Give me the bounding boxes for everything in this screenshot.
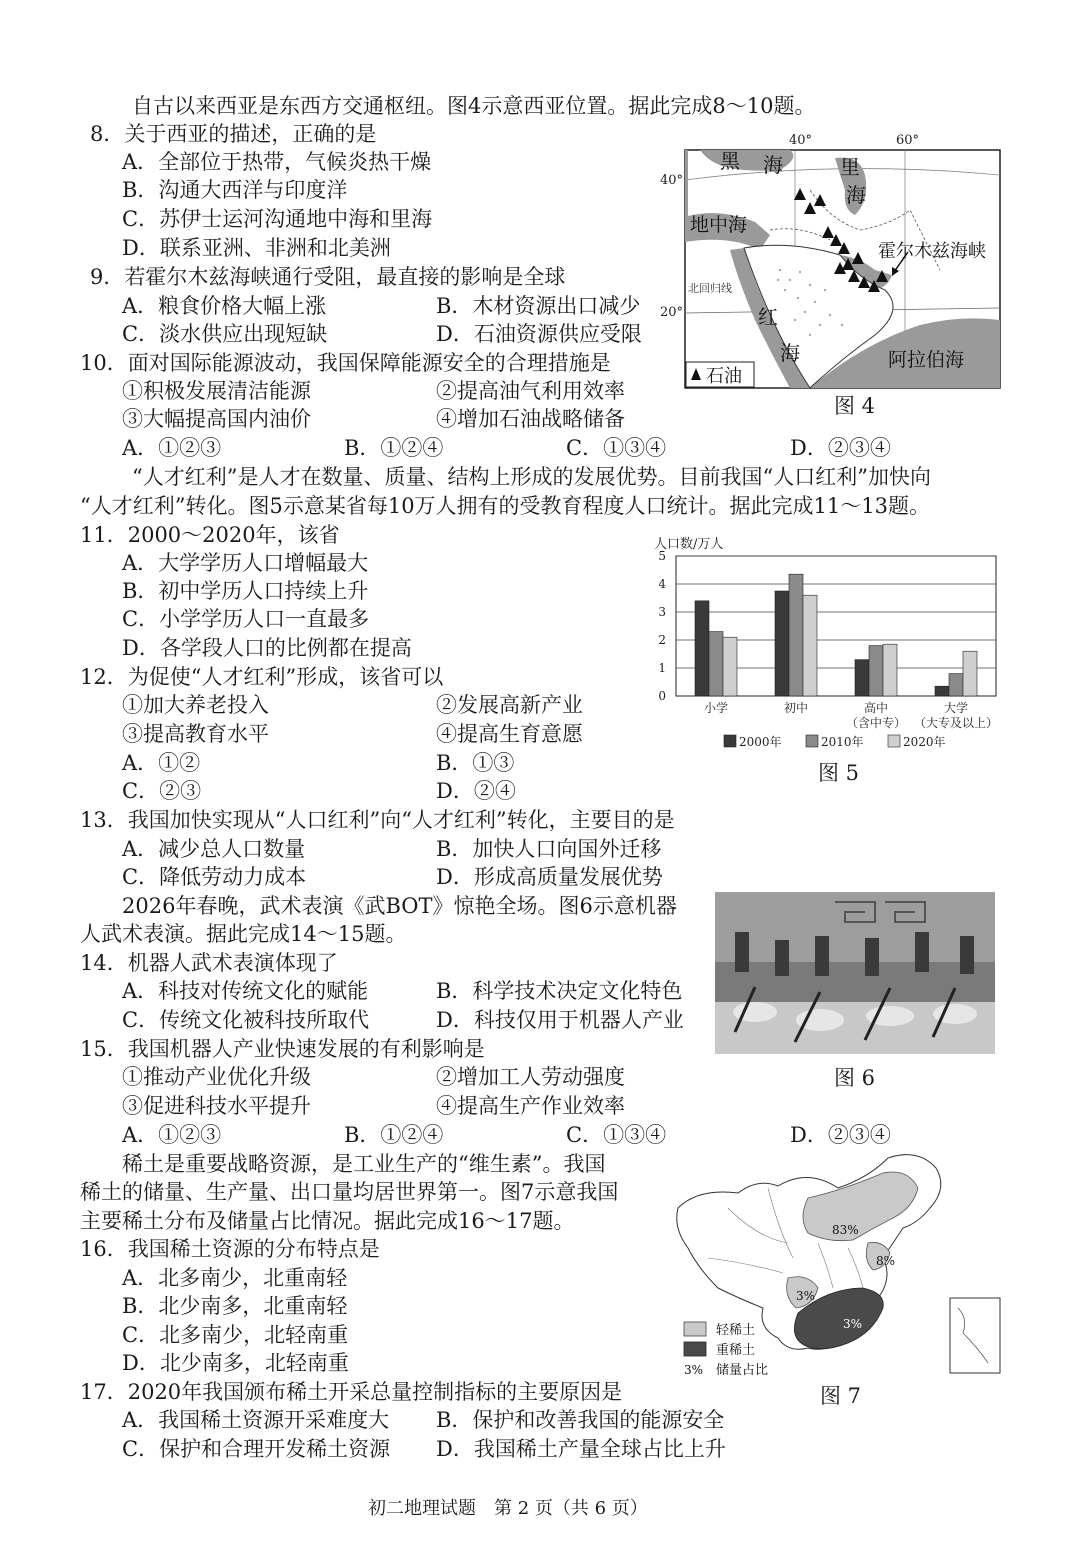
q12-item-1: ①加大养老投入 [122,693,269,717]
q15-item-1: ①推动产业优化升级 [122,1065,311,1089]
q10-option-d[interactable]: D．②③④ [790,436,891,460]
q9-option-a[interactable]: A．粮食价格大幅上涨 [122,294,327,318]
fig7-pct-83: 83% [832,1223,859,1237]
intro-westasia: 自古以来西亚是东西方交通枢纽。图4示意西亚位置。据此完成8～10题。 [132,94,816,118]
chart-y-tick-label: 5 [658,549,666,563]
q9-option-b[interactable]: B．木材资源出口减少 [436,294,641,318]
intro-rare-line2: 稀土的储量、生产量、出口量均居世界第一。图7示意我国 [80,1180,619,1204]
q12-item-4: ④提高生育意愿 [436,722,583,746]
fig4-legend-oil: 石油 [706,366,742,387]
fig4-hormuz: 霍尔木兹海峡 [878,241,986,262]
q15-item-2: ②增加工人劳动强度 [436,1065,625,1089]
fig4-lon40: 40° [789,133,813,148]
chart-y-tick-label: 3 [658,605,666,619]
q13-stem: 13．我国加快实现从“人口红利”向“人才红利”转化，主要目的是 [80,808,675,832]
q16-option-c[interactable]: C．北多南少，北轻南重 [122,1323,349,1347]
chart-category-sublabel: （大专及以上） [913,716,999,730]
intro-talent-line1: “人才红利”是人才在数量、质量、结构上形成的发展优势。目前我国“人口红利”加快向 [132,465,931,489]
q17-stem: 17．2020年我国颁布稀土开采总量控制指标的主要原因是 [80,1380,623,1404]
chart-legend-swatch [806,735,818,747]
chart-bar-初中-2020年 [803,595,817,696]
chart-category-label: 初中 [783,701,809,715]
fig7-legend-pct-sample: 3% [684,1363,704,1377]
fig7-pct-8: 8% [876,1254,896,1268]
q12-item-2: ②发展高新产业 [436,693,583,717]
q15-option-d[interactable]: D．②③④ [790,1123,891,1147]
q8-option-b[interactable]: B．沟通大西洋与印度洋 [122,178,348,202]
chart-category-label: 大学 [943,701,969,715]
fig4-black-sea-1: 黑 [720,149,740,173]
intro-rare-line3: 主要稀土分布及储量占比情况。据此完成16～17题。 [80,1209,575,1233]
fig4-caspian-2: 海 [846,183,866,207]
figure-7-caption: 图 7 [820,1384,862,1408]
q15-stem: 15．我国机器人产业快速发展的有利影响是 [80,1037,485,1061]
fig4-lat40: 40° [660,173,684,188]
q12-option-a[interactable]: A．①② [122,751,201,775]
chart-category-sublabel: （含中专） [845,716,907,730]
q14-option-c[interactable]: C．传统文化被科技所取代 [122,1008,370,1032]
q16-option-a[interactable]: A．北多南少，北重南轻 [122,1266,348,1290]
fig4-arabian-sea: 阿拉伯海 [888,349,965,371]
intro-rare-line1: 稀土是重要战略资源，是工业生产的“维生素”。我国 [122,1152,606,1176]
chart-legend-label: 2010年 [821,735,864,749]
fig7-legend-heavy: 重稀土 [716,1343,756,1358]
q11-option-a[interactable]: A．大学学历人口增幅最大 [122,551,369,575]
fig7-legend-light: 轻稀土 [716,1323,756,1338]
q11-option-c[interactable]: C．小学学历人口一直最多 [122,607,370,631]
chart-bar-高中-2010年 [869,646,883,696]
fig4-lat20: 20° [660,305,684,320]
q10-option-a[interactable]: A．①②③ [122,436,222,460]
q9-option-c[interactable]: C．淡水供应出现短缺 [122,322,328,346]
page-footer: 初二地理试题 第 2 页（共 6 页） [368,1498,648,1519]
q10-item-4: ④增加石油战略储备 [436,407,625,431]
q12-option-c[interactable]: C．②③ [122,779,202,803]
fig4-tropic: 北回归线 [688,282,732,295]
figure-4-caption: 图 4 [834,394,876,418]
chart-y-tick-label: 1 [658,661,666,675]
q17-option-a[interactable]: A．我国稀土资源开采难度大 [122,1408,390,1432]
chart-bar-大学-2000年 [935,686,949,696]
q10-item-2: ②提高油气利用效率 [436,379,625,403]
chart-bar-小学-2000年 [695,601,709,696]
q14-option-a[interactable]: A．科技对传统文化的赋能 [122,979,369,1003]
q15-option-a[interactable]: A．①②③ [122,1123,222,1147]
fig4-caspian-1: 里 [840,155,860,179]
intro-robot-line2: 人武术表演。据此完成14～15题。 [80,922,407,946]
figure-6-caption: 图 6 [834,1066,876,1090]
fig4-lon60: 60° [896,133,920,148]
q13-option-b[interactable]: B．加快人口向国外迁移 [436,837,662,861]
chart-bar-高中-2000年 [855,660,869,696]
chart-legend-swatch [724,735,736,747]
q11-stem: 11．2000～2020年，该省 [80,523,340,547]
chart-bar-小学-2020年 [723,637,737,696]
legend-heavy-swatch [684,1342,706,1356]
q12-option-d[interactable]: D．②④ [436,779,516,803]
q8-option-d[interactable]: D．联系亚洲、非洲和北美洲 [122,236,391,260]
q10-item-3: ③大幅提高国内油价 [122,407,311,431]
intro-talent-line2: “人才红利”转化。图5示意某省每10万人拥有的受教育程度人口统计。据此完成11～13题。 [80,494,930,518]
chart-bar-小学-2010年 [709,632,723,696]
chart-y-axis-label: 人口数/万人 [654,537,724,552]
q11-option-d[interactable]: D．各学段人口的比例都在提高 [122,636,412,660]
q17-option-c[interactable]: C．保护和合理开发稀土资源 [122,1437,391,1461]
chart-category-label: 小学 [703,701,729,715]
fig7-pct-3-light: 3% [796,1289,816,1303]
q10-option-b[interactable]: B．①②④ [344,436,444,460]
q14-option-d[interactable]: D．科技仅用于机器人产业 [436,1008,684,1032]
fig7-pct-3-heavy: 3% [843,1317,863,1331]
fig7-legend-pct-label: 储量占比 [716,1363,769,1378]
q15-option-b[interactable]: B．①②④ [344,1123,444,1147]
q15-item-4: ④提高生产作业效率 [436,1094,625,1118]
fig4-mediterranean: 地中海 [690,214,748,236]
figure-7-map [668,1148,1008,1380]
q15-option-c[interactable]: C．①③④ [566,1123,667,1147]
q10-item-1: ①积极发展清洁能源 [122,379,311,403]
chart-bar-高中-2020年 [883,644,897,696]
chart-legend-label: 2000年 [739,735,782,749]
figure-6-photo [715,892,995,1054]
q12-item-3: ③提高教育水平 [122,722,269,746]
chart-bar-初中-2000年 [775,591,789,696]
chart-legend-label: 2020年 [903,735,946,749]
chart-legend-swatch [888,735,900,747]
q17-option-d[interactable]: D．我国稀土产量全球占比上升 [436,1437,726,1461]
chart-y-tick-label: 0 [658,689,666,703]
legend-light-swatch [684,1322,706,1336]
q12-option-b[interactable]: B．①③ [436,751,515,775]
chart-bar-初中-2010年 [789,574,803,696]
q16-option-d[interactable]: D．北少南多，北轻南重 [122,1351,349,1375]
q10-option-c[interactable]: C．①③④ [566,436,667,460]
q15-item-3: ③促进科技水平提升 [122,1094,311,1118]
fig4-red-sea-2: 海 [780,341,800,365]
q16-stem: 16．我国稀土资源的分布特点是 [80,1237,380,1261]
figure-5-caption: 图 5 [818,761,860,785]
fig4-black-sea-2: 海 [763,153,783,177]
chart-y-tick-label: 2 [658,633,666,647]
figure-5-chart [648,532,1018,757]
q16-option-b[interactable]: B．北少南多，北重南轻 [122,1294,348,1318]
q9-stem: 9．若霍尔木兹海峡通行受阻，最直接的影响是全球 [90,265,566,289]
figure-4-map [660,130,1005,392]
q8-stem: 8．关于西亚的描述，正确的是 [90,122,377,146]
q13-option-c[interactable]: C．降低劳动力成本 [122,865,307,889]
q8-option-a[interactable]: A．全部位于热带，气候炎热干燥 [122,150,432,174]
q14-stem: 14．机器人武术表演体现了 [80,951,338,975]
chart-category-label: 高中 [863,701,889,715]
q17-option-b[interactable]: B．保护和改善我国的能源安全 [436,1408,725,1432]
q11-option-b[interactable]: B．初中学历人口持续上升 [122,579,369,603]
chart-y-tick-label: 4 [658,577,666,591]
q12-stem: 12．为促使“人才红利”形成，该省可以 [80,665,444,689]
fig4-red-sea-1: 红 [758,305,778,329]
q8-option-c[interactable]: C．苏伊士运河沟通地中海和里海 [122,207,433,231]
q14-option-b[interactable]: B．科学技术决定文化特色 [436,979,683,1003]
intro-robot-line1: 2026年春晚，武术表演《武BOT》惊艳全场。图6示意机器 [122,894,677,918]
q9-option-d[interactable]: D．石油资源供应受限 [436,322,642,346]
chart-bar-大学-2020年 [963,651,977,696]
q13-option-d[interactable]: D．形成高质量发展优势 [436,865,663,889]
q10-stem: 10．面对国际能源波动，我国保障能源安全的合理措施是 [80,351,611,375]
chart-bar-大学-2010年 [949,674,963,696]
q13-option-a[interactable]: A．减少总人口数量 [122,837,306,861]
